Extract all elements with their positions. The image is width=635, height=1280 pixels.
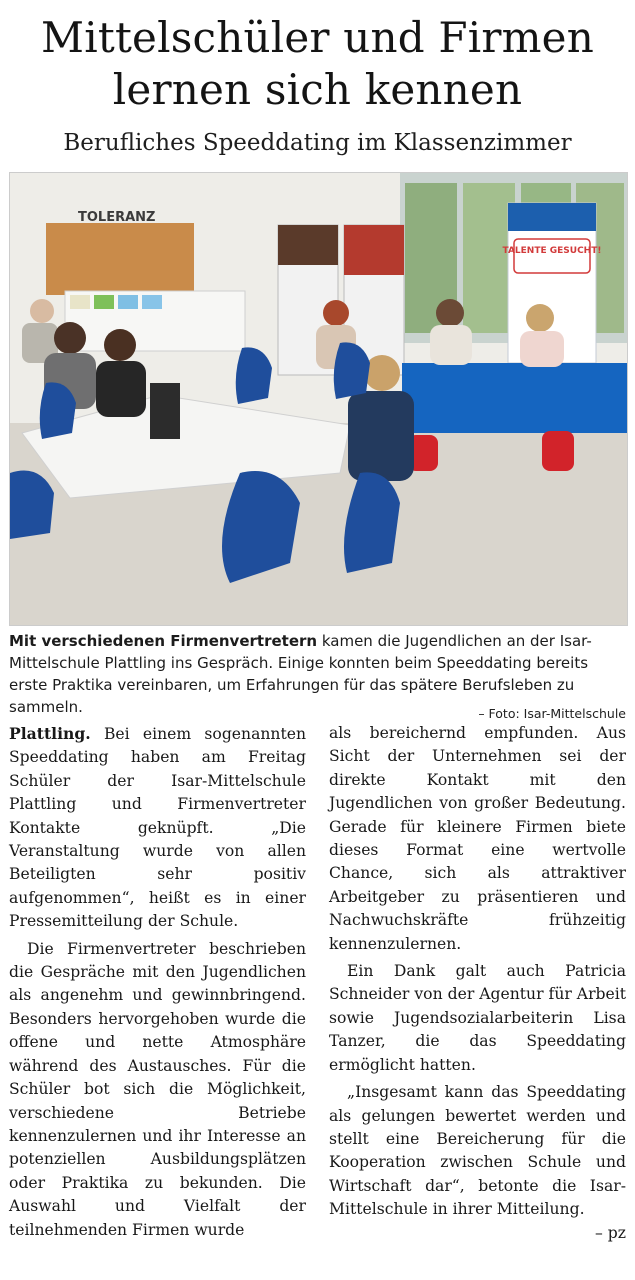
subheadline: Berufliches Speeddating im Klassenzimmer — [63, 130, 572, 156]
article-column-2 — [329, 722, 626, 1245]
photo-credit: – Foto: Isar-Mittelschule — [478, 706, 626, 721]
cork-board — [46, 223, 194, 295]
talente-banner-text: TALENTE GESUCHT! — [502, 246, 602, 256]
storage-box — [70, 295, 90, 309]
window-pane — [463, 183, 515, 333]
paragraph-2: Die Firmenvertreter beschrieben die Gespräche mit den Jugendlichen als angenehm und gewinnbringend. Besonders hervorgehoben wurde die offene und nette Atmosphäre während des Austausches. Für die Schüler bot sich die Möglichkeit, verschiedene Betriebe kennenzulernen und ihr Interesse an potenziellen Ausbildungsplätzen oder Praktika zu bekunden. Die Auswahl und Vielfalt der teilnehmenden Firmen wurde — [9, 939, 306, 1239]
talente-banner-badge — [514, 239, 590, 273]
person-head — [104, 329, 136, 361]
storage-box — [142, 295, 162, 309]
paragraph-2-continued: als bereichernd empfunden. Aus Sicht der Unternehmen sei der direkte Kontakt mit den Jugendlichen von großer Bedeutung. Gerade für kleinere Firmen biete dieses Format eine wertvolle Chance, sich als attraktiver Arbeitgeber zu präsentieren und Nachwuchskräfte frühzeitig kennenzulernen. — [329, 724, 626, 953]
person-head — [364, 355, 400, 391]
headline — [0, 12, 635, 116]
talente-banner-header — [508, 203, 596, 231]
person-body — [520, 331, 564, 367]
caption-text: kamen die Jugendlichen an der Isar-Mittelschule Plattling ins Gespräch. Einige konnten beim Speeddating bereits erste Praktika vereinbaren, um Erfahrungen für das spätere Berufsleben zu sammeln. — [9, 632, 592, 716]
caption-lead: Mit verschiedenen Firmenvertretern — [9, 632, 318, 650]
banner-image — [344, 225, 404, 275]
banner-image — [278, 225, 338, 265]
headline-line-2: lernen sich kennen — [112, 65, 523, 114]
storage-box — [94, 295, 114, 309]
red-bag — [542, 431, 574, 471]
person-body — [96, 361, 146, 417]
paragraph-1 — [9, 722, 306, 934]
photo-caption — [9, 630, 626, 718]
wall-lettering: TOLERANZ — [78, 210, 156, 225]
paragraph-4-text: „Insgesamt kann das Speeddating als gelungen bewertet werden und stellt eine Bereicherung für die Kooperation zwischen Schule und Wirtschaft dar“, betonte die Isar-Mittelschule in ihrer Mitteilung. — [329, 1083, 626, 1219]
author-signature: – pz — [595, 1223, 626, 1242]
person-head — [526, 304, 554, 332]
person-head — [323, 300, 349, 326]
person-head — [436, 299, 464, 327]
article-photo — [9, 172, 628, 626]
person-body — [348, 391, 414, 481]
paragraph-1-text: Bei einem sogenannten Speeddating haben am Freitag Schüler der Isar-Mittelschule Plattling und Firmenvertreter Kontakte geknüpft. „Die Veranstaltung wurde von allen Beteiligten sehr positiv aufgenommen“, heißt es in einer Pressemitteilung der Schule. — [9, 725, 306, 931]
article-column-1 — [9, 722, 306, 1242]
person-head — [30, 299, 54, 323]
headline-line-1: Mittelschüler und Firmen — [41, 13, 594, 62]
paragraph-4 — [329, 1081, 626, 1242]
person-head — [54, 322, 86, 354]
person-body — [430, 325, 472, 365]
classroom-illustration — [10, 173, 627, 625]
blue-tablecloth — [402, 363, 627, 433]
bag-on-table — [150, 383, 180, 439]
paragraph-3: Ein Dank galt auch Patricia Schneider von der Agentur für Arbeit sowie Jugendsozialarbeiterin Lisa Tanzer, die das Speeddating ermöglicht hatten. — [329, 962, 626, 1074]
storage-box — [118, 295, 138, 309]
dateline: Plattling. — [9, 724, 91, 743]
